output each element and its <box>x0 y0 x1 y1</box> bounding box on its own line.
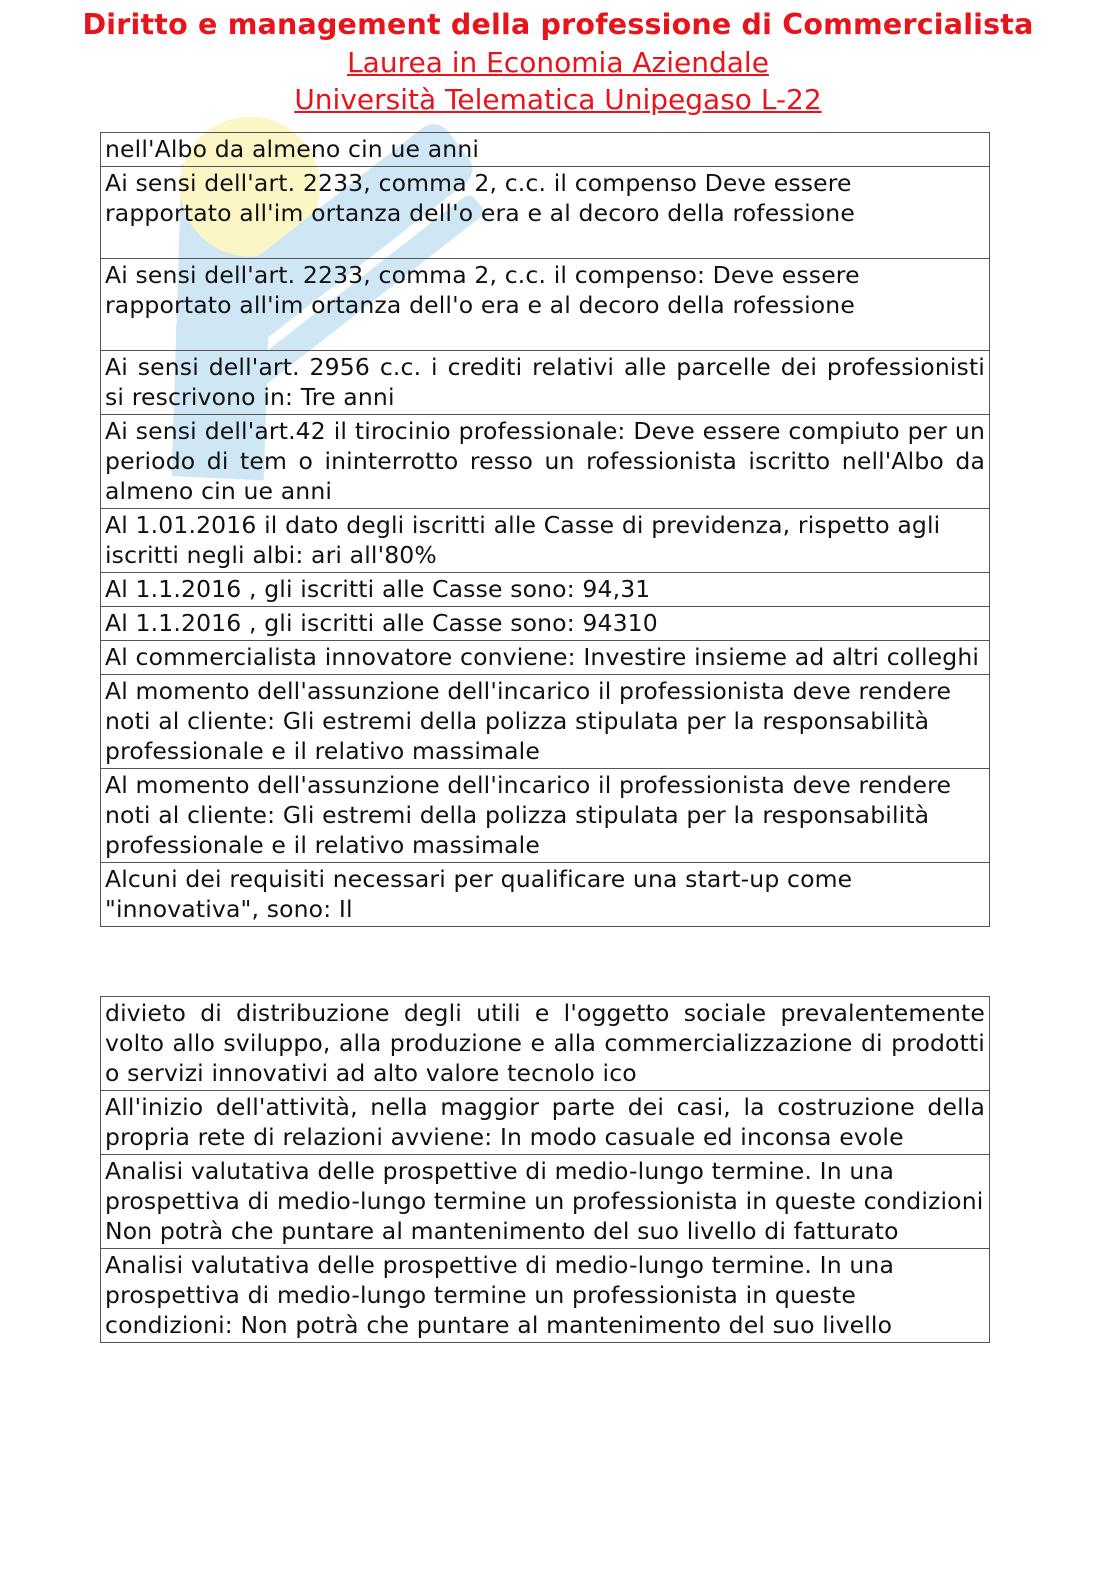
table-row: Al 1.1.2016 , gli iscritti alle Casse sono: 94,31 <box>101 573 990 607</box>
table-row: Ai sensi dell'art. 2233, comma 2, c.c. il compenso: Deve essere rapportato all'im ortanza dell'o era e al decoro della rofessione <box>101 259 990 351</box>
qa-table-2 <box>100 996 990 1343</box>
table-row: Ai sensi dell'art. 2233, comma 2, c.c. il compenso Deve essere rapportato all'im ortanza dell'o era e al decoro della rofessione <box>101 167 990 259</box>
page-header <box>0 0 1116 118</box>
university-name: Università Telematica Unipegaso L-22 <box>294 83 822 116</box>
table-row: nell'Albo da almeno cin ue anni <box>101 133 990 167</box>
document-title: Diritto e management della professione di Commercialista <box>82 8 1034 41</box>
table-row: Al momento dell'assunzione dell'incarico il professionista deve rendere noti al cliente: Gli estremi della polizza stipulata per la responsabilità professionale e il relativo massimale <box>101 675 990 769</box>
table-row: Al momento dell'assunzione dell'incarico il professionista deve rendere noti al cliente: Gli estremi della polizza stipulata per la responsabilità professionale e il relativo massimale <box>101 769 990 863</box>
course-name: Laurea in Economia Aziendale <box>347 46 769 79</box>
table-row: Al 1.01.2016 il dato degli iscritti alle Casse di previdenza, rispetto agli iscritti negli albi: ari all'80% <box>101 509 990 573</box>
table-row: Alcuni dei requisiti necessari per qualificare una start-up come "innovativa", sono: Il <box>101 863 990 927</box>
table-row: Ai sensi dell'art.42 il tirocinio professionale: Deve essere compiuto per un periodo di tem o ininterrotto resso un rofessionista iscritto nell'Albo da almeno cin ue anni <box>101 415 990 509</box>
table-row: Ai sensi dell'art. 2956 c.c. i crediti relativi alle parcelle dei professionisti si rescrivono in: Tre anni <box>101 351 990 415</box>
table-row: Analisi valutativa delle prospettive di medio-lungo termine. In una prospettiva di medio-lungo termine un professionista in queste condizioni: Non potrà che puntare al mantenimento del suo livello <box>101 1249 990 1343</box>
table-row: Al 1.1.2016 , gli iscritti alle Casse sono: 94310 <box>101 607 990 641</box>
table-row: Al commercialista innovatore conviene: Investire insieme ad altri colleghi <box>101 641 990 675</box>
table-row: divieto di distribuzione degli utili e l'oggetto sociale prevalentemente volto allo sviluppo, alla produzione e alla commercializzazione di prodotti o servizi innovativi ad alto valore tecnolo ico <box>101 997 990 1091</box>
qa-table-1 <box>100 132 990 927</box>
table-row: All'inizio dell'attività, nella maggior parte dei casi, la costruzione della propria rete di relazioni avviene: In modo casuale ed inconsa evole <box>101 1091 990 1155</box>
table-row: Analisi valutativa delle prospettive di medio-lungo termine. In una prospettiva di medio-lungo termine un professionista in queste condizioni Non potrà che puntare al mantenimento del suo livello di fatturato <box>101 1155 990 1249</box>
